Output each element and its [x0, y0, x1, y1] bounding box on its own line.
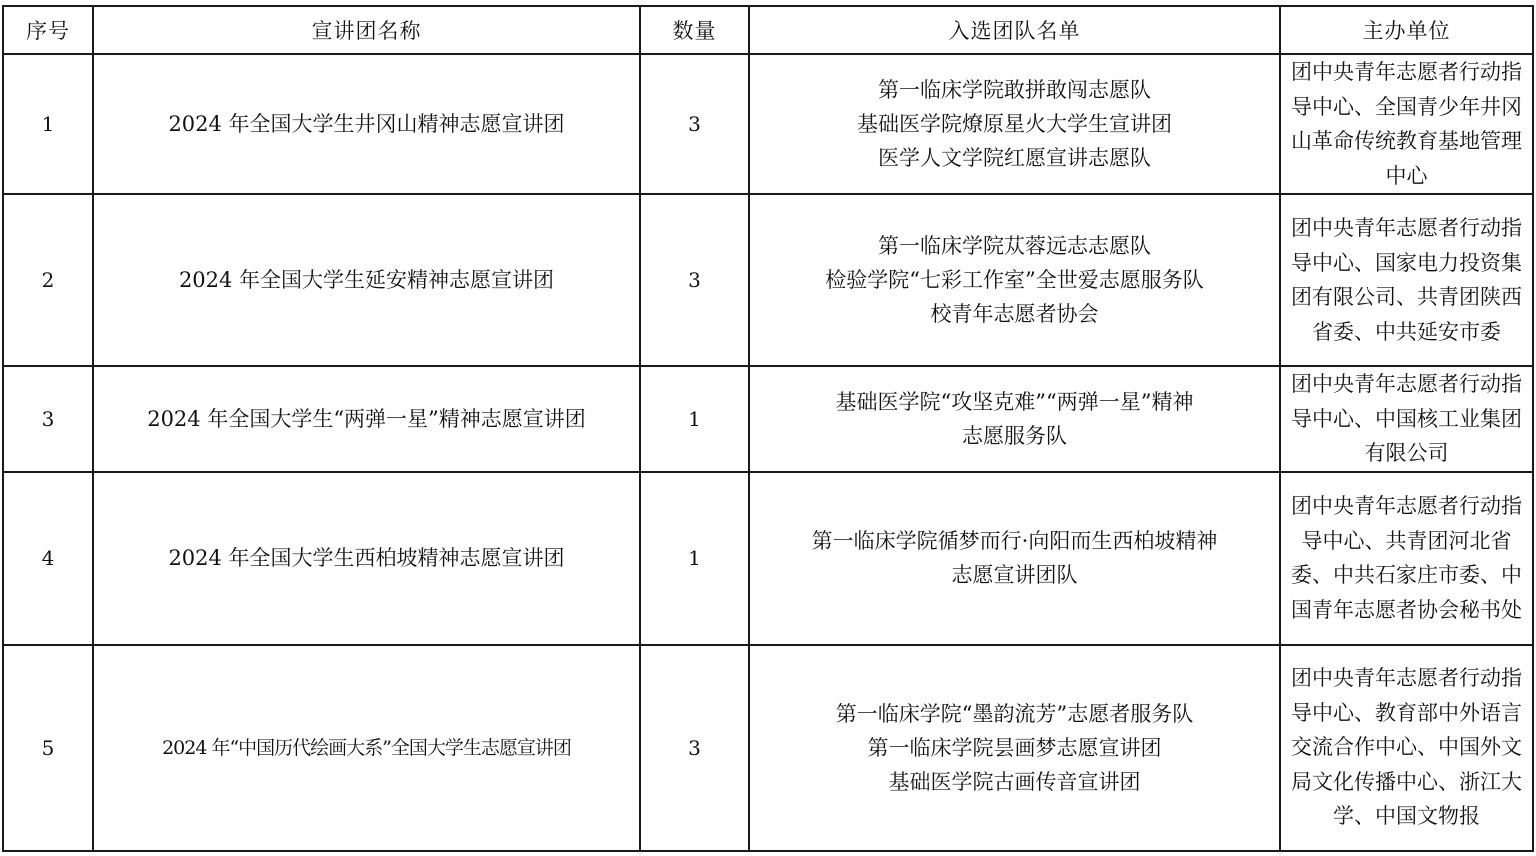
row-host: 团中央青年志愿者行动指导中心、全国青少年井冈山革命传统教育基地管理中心 [1280, 54, 1533, 194]
team-name: 第一临床学院循梦而行·向阳而生西柏坡精神 [811, 529, 1218, 553]
row-group-name: 2024 年全国大学生“两弹一星”精神志愿宣讲团 [93, 366, 640, 472]
row-count: 1 [640, 472, 749, 645]
row-host: 团中央青年志愿者行动指导中心、国家电力投资集团有限公司、共青团陕西省委、中共延安市委 [1280, 194, 1533, 366]
row-count: 3 [640, 54, 749, 194]
team-name: 志愿宣讲团队 [951, 563, 1078, 587]
row-count: 3 [640, 194, 749, 366]
header-row [3, 6, 1533, 54]
team-name: 第一临床学院苁蓉远志志愿队 [878, 234, 1151, 258]
row-count: 1 [640, 366, 749, 472]
header-group-name: 宣讲团名称 [93, 6, 640, 54]
table-row [3, 54, 1533, 194]
header-teams: 入选团队名单 [749, 6, 1280, 54]
team-name: 第一临床学院昙画梦志愿宣讲团 [867, 735, 1162, 760]
row-index: 4 [3, 472, 93, 645]
team-name: 医学人文学院红愿宣讲志愿队 [878, 146, 1151, 170]
row-count: 3 [640, 645, 749, 851]
row-index: 2 [3, 194, 93, 366]
row-teams [749, 472, 1280, 645]
header-host: 主办单位 [1280, 6, 1533, 54]
table-row [3, 472, 1533, 645]
team-name: 基础医学院古画传音宣讲团 [888, 769, 1141, 794]
team-name: 第一临床学院“墨韵流芳”志愿者服务队 [835, 701, 1194, 726]
table-row [3, 194, 1533, 366]
volunteer-groups-table [2, 5, 1534, 852]
team-name: 第一临床学院敢拼敢闯志愿队 [878, 78, 1151, 102]
team-name: 志愿服务队 [962, 423, 1067, 448]
row-group-name: 2024 年全国大学生西柏坡精神志愿宣讲团 [93, 472, 640, 645]
team-name: 基础医学院“攻坚克难”“两弹一星”精神 [835, 389, 1194, 414]
row-index: 1 [3, 54, 93, 194]
row-host: 团中央青年志愿者行动指导中心、中国核工业集团有限公司 [1280, 366, 1533, 472]
row-group-name: 2024 年全国大学生延安精神志愿宣讲团 [93, 194, 640, 366]
header-index: 序号 [3, 6, 93, 54]
row-teams [749, 194, 1280, 366]
table-row [3, 366, 1533, 472]
row-group-name: 2024 年全国大学生井冈山精神志愿宣讲团 [93, 54, 640, 194]
table-row [3, 645, 1533, 851]
row-index: 3 [3, 366, 93, 472]
row-group-name: 2024 年“中国历代绘画大系”全国大学生志愿宣讲团 [93, 645, 640, 851]
row-host: 团中央青年志愿者行动指导中心、教育部中外语言交流合作中心、中国外文局文化传播中心、浙江大学、中国文物报 [1280, 645, 1533, 851]
row-teams [749, 54, 1280, 194]
header-count: 数量 [640, 6, 749, 54]
team-name: 检验学院“七彩工作室”全世爱志愿服务队 [825, 268, 1204, 292]
row-teams [749, 366, 1280, 472]
row-teams [749, 645, 1280, 851]
team-name: 校青年志愿者协会 [930, 302, 1099, 326]
team-name: 基础医学院燎原星火大学生宣讲团 [857, 112, 1172, 136]
row-host: 团中央青年志愿者行动指导中心、共青团河北省委、中共石家庄市委、中国青年志愿者协会秘书处 [1280, 472, 1533, 645]
row-index: 5 [3, 645, 93, 851]
